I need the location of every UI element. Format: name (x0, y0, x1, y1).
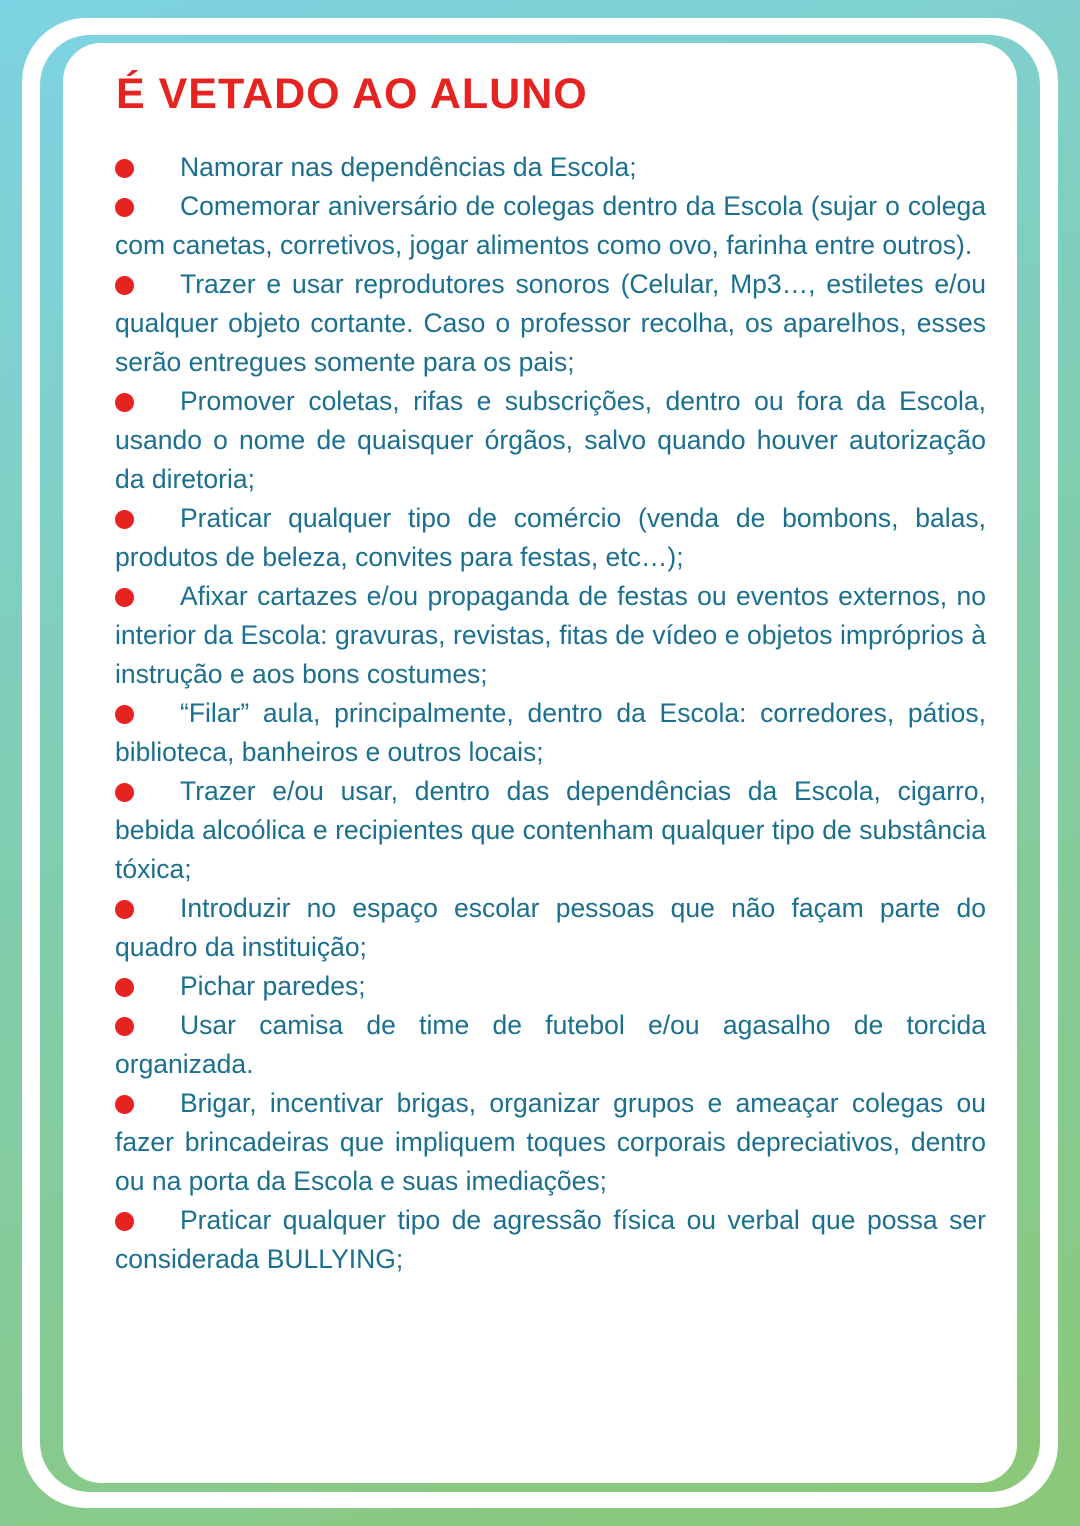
rule-item (115, 148, 986, 187)
rule-text: Brigar, incentivar brigas, organizar grupos e ameaçar colegas ou fazer brincadeiras que impliquem toques corporais depreciativos, dentro ou na porta da Escola e suas imediações; (115, 1088, 986, 1196)
rule-text: Promover coletas, rifas e subscrições, dentro ou fora da Escola, usando o nome de quaisquer órgãos, salvo quando houver autorização da diretoria; (115, 386, 986, 494)
bullet-icon (115, 783, 134, 802)
rule-text: Pichar paredes; (180, 971, 366, 1001)
page-title: É VETADO AO ALUNO (116, 70, 588, 118)
rule-item (115, 1084, 986, 1201)
rule-text: Trazer e usar reprodutores sonoros (Celular, Mp3…, estiletes e/ou qualquer objeto cortante. Caso o professor recolha, os aparelhos, esses serão entregues somente para os pais; (115, 269, 986, 377)
rule-item (115, 967, 986, 1006)
bullet-icon (115, 393, 134, 412)
rule-text: “Filar” aula, principalmente, dentro da Escola: corredores, pátios, biblioteca, banheiros e outros locais; (115, 698, 986, 767)
rule-text: Praticar qualquer tipo de agressão física ou verbal que possa ser considerada BULLYING; (115, 1205, 986, 1274)
rule-text: Afixar cartazes e/ou propaganda de festas ou eventos externos, no interior da Escola: gravuras, revistas, fitas de vídeo e objetos impróprios à instrução e aos bons costumes; (115, 581, 986, 689)
bullet-icon (115, 588, 134, 607)
bullet-icon (115, 1017, 134, 1036)
bullet-icon (115, 900, 134, 919)
bullet-icon (115, 159, 134, 178)
rule-item (115, 499, 986, 577)
rule-text: Comemorar aniversário de colegas dentro da Escola (sujar o colega com canetas, corretivos, jogar alimentos como ovo, farinha entre outros). (115, 191, 986, 260)
rule-text: Namorar nas dependências da Escola; (180, 152, 637, 182)
bullet-icon (115, 705, 134, 724)
rules-list (115, 148, 986, 1279)
bullet-icon (115, 978, 134, 997)
rule-item (115, 889, 986, 967)
rule-item (115, 1201, 986, 1279)
rule-item (115, 772, 986, 889)
rule-item (115, 382, 986, 499)
bullet-icon (115, 1212, 134, 1231)
bullet-icon (115, 1095, 134, 1114)
rule-text: Praticar qualquer tipo de comércio (venda de bombons, balas, produtos de beleza, convites para festas, etc…); (115, 503, 986, 572)
rule-item (115, 187, 986, 265)
bullet-icon (115, 198, 134, 217)
rule-item (115, 577, 986, 694)
bullet-icon (115, 510, 134, 529)
rule-item (115, 265, 986, 382)
rule-item (115, 1006, 986, 1084)
bullet-icon (115, 276, 134, 295)
rule-text: Introduzir no espaço escolar pessoas que não façam parte do quadro da instituição; (115, 893, 986, 962)
rule-item (115, 694, 986, 772)
rule-text: Trazer e/ou usar, dentro das dependências da Escola, cigarro, bebida alcoólica e recipientes que contenham qualquer tipo de substância tóxica; (115, 776, 986, 884)
rule-text: Usar camisa de time de futebol e/ou agasalho de torcida organizada. (115, 1010, 986, 1079)
